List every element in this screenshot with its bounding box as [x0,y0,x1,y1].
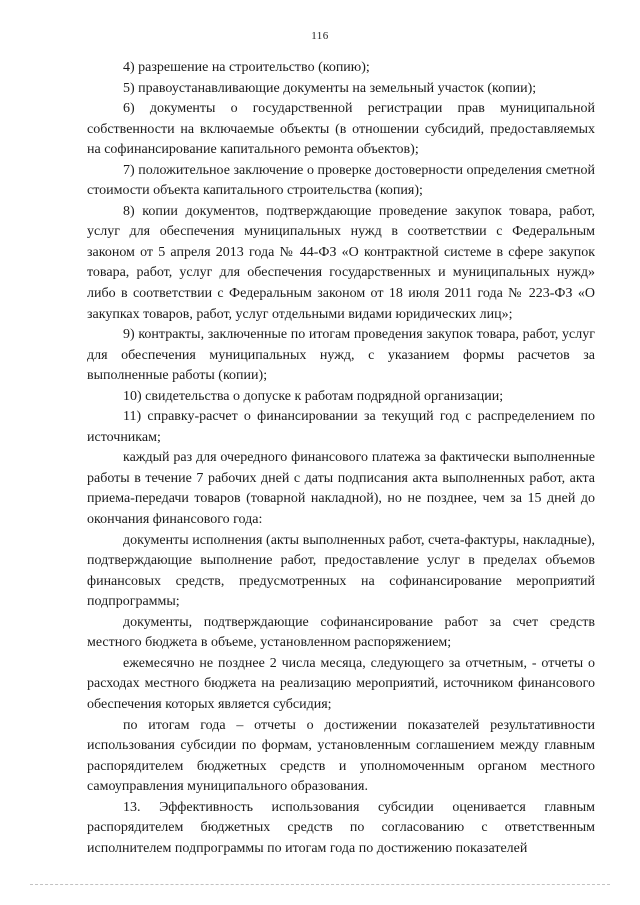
paragraph-each-payment: каждый раз для очередного финансового платежа за фактически выполненные работы в течение 7 рабочих дней с даты подписания акта выполненных работ, акта приема-передачи товаров (товарной накладной), но не позднее, чем за 15 дней до окончания финансового года: [87,450,595,528]
paragraph-annual-reports: по итогам года – отчеты о достижении показателей результативности использования субсидии по формам, установленным соглашением между главным распорядителем бюджетных средств и уполномоченным органом местного самоуправления муниципального образования. [87,717,595,795]
paragraph-monthly-reports: ежемесячно не позднее 2 числа месяца, следующего за отчетным, - отчеты о расходах местного бюджета на реализацию мероприятий, источником финансового обеспечения которых является субсидия; [87,655,595,712]
paragraph-section-13: 13. Эффективность использования субсидии оценивается главным распорядителем бюджетных средств по согласованию с ответственным исполнителем подпрограммы по итогам года по достижению показателей [87,799,595,856]
footer-scan-line [30,884,610,885]
paragraph-item-6: 6) документы о государственной регистрации прав муниципальной собственности на включаемые объекты (в отношении субсидий, предоставляемых на софинансирование капитального ремонта объектов); [87,101,595,158]
document-body [87,58,595,859]
paragraph-item-4: 4) разрешение на строительство (копию); [123,60,370,75]
paragraph-item-7: 7) положительное заключение о проверке достоверности определения сметной стоимости объекта капитального строительства (копия); [87,162,595,199]
paragraph-item-10: 10) свидетельства о допуске к работам подрядной организации; [123,388,504,404]
paragraph-item-11: 11) справку-расчет о финансировании за текущий год с распределением по источникам; [87,409,595,445]
paragraph-execution-documents: документы исполнения (акты выполненных работ, счета-фактуры, накладные), подтверждающие выполнение работ, предоставление услуг в пределах объемов финансовых средств, предусмотренных на софинансирование мероприятий подпрограммы; [87,532,595,610]
paragraph-item-8: 8) копии документов, подтверждающие проведение закупок товара, работ, услуг для обеспечения муниципальных нужд в соответствии с Федеральным законом от 5 апреля 2013 года № 44-ФЗ «О контрактной системе в сфере закупок товара, работ, услуг для обеспечения государственных и муниципальных нужд» либо в соответствии с Федеральным законом от 18 июля 2011 года № 223-ФЗ «О закупках товаров, работ, услуг отдельными видами юридических лиц»; [87,203,595,322]
paragraph-item-5: 5) правоустанавливающие документы на земельный участок (копии); [123,80,537,96]
paragraph-item-9: 9) контракты, заключенные по итогам проведения закупок товара, работ, услуг для обеспечения муниципальных нужд, с указанием формы расчетов за выполненные работы (копии); [87,327,595,384]
page-number: 116 [311,30,329,42]
paragraph-cofinancing-documents: документы, подтверждающие софинансирование работ за счет средств местного бюджета в объеме, установленном распоряжением; [87,614,595,651]
